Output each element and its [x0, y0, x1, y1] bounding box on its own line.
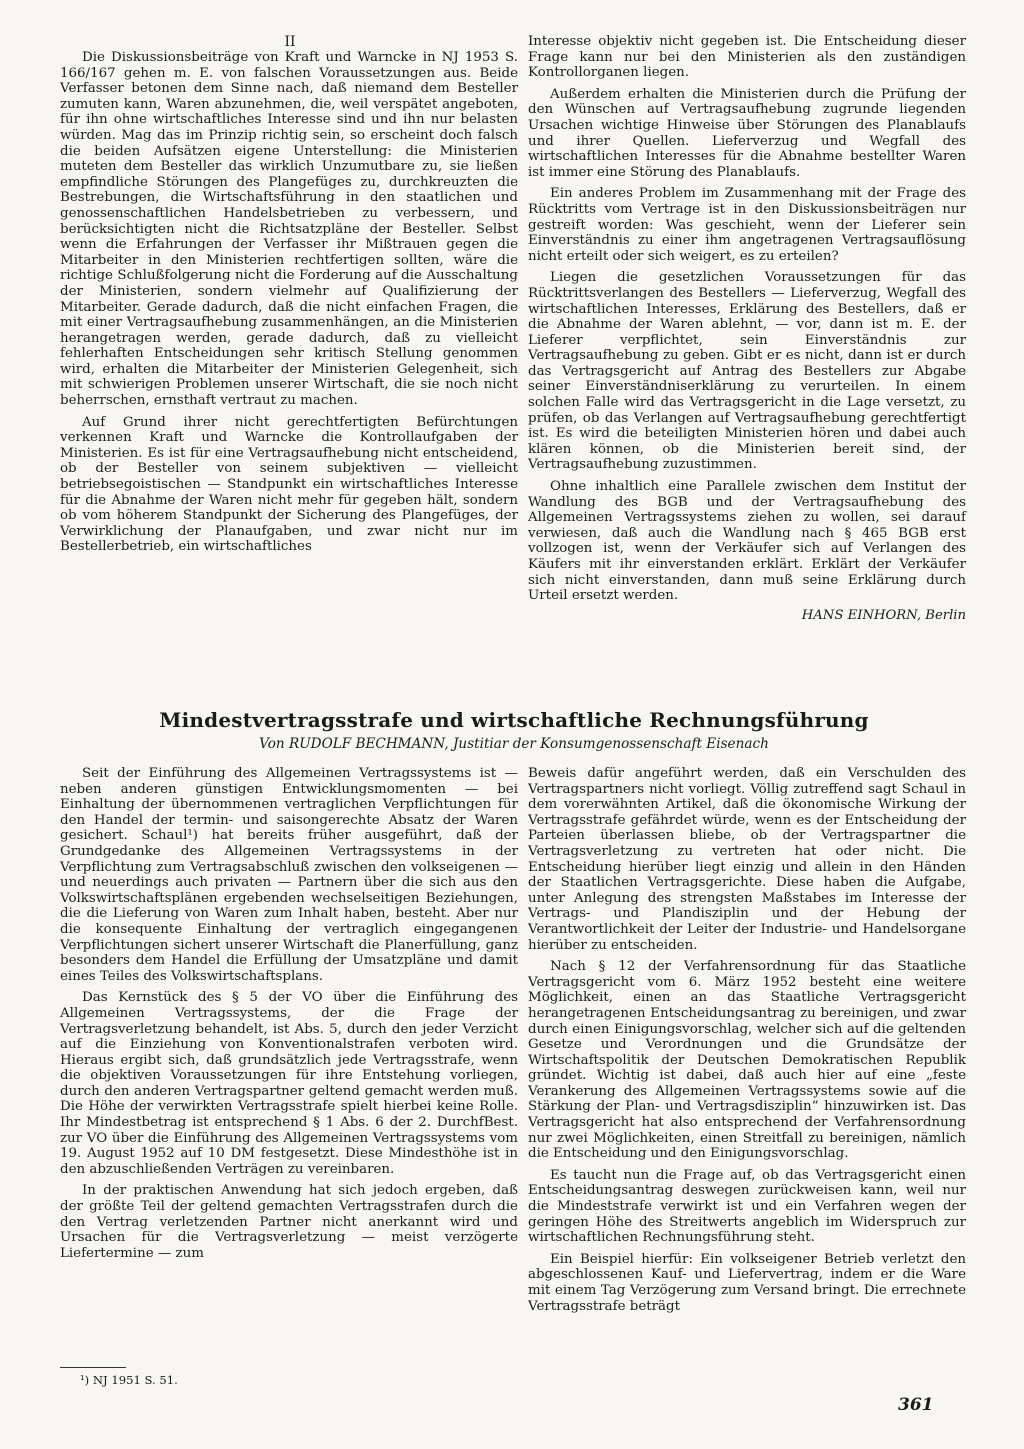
bottom-right-column	[528, 766, 966, 1314]
paragraph: Ein anderes Problem im Zusammenhang mit der Frage des Rücktritts vom Vertrage ist in den Diskussionsbeiträgen nur gestreift worden: Was geschieht, wenn der Lieferer sein Einverständnis zu einer ihm angetragenen Vertragsauflösung nicht erteilt oder sich weigert, es zu erteilen?	[528, 186, 966, 264]
top-right-column	[528, 34, 966, 623]
page-number: 361	[898, 1395, 934, 1415]
paragraph: Ohne inhaltlich eine Parallele zwischen dem Institut der Wandlung des BGB und der Vertragsaufhebung des Allgemeinen Vertragssystems ziehen zu wollen, sei darauf verwiesen, daß auch die Wandlung nach § 465 BGB erst vollzogen ist, wenn der Verkäufer sich auf Verlangen des Käufers mit ihr einverstanden erklärt. Erklärt der Verkäufer sich nicht einverstanden, dann muß seine Erklärung durch Urteil ersetzt werden.	[528, 479, 966, 604]
article-byline: Von RUDOLF BECHMANN, Justitiar der Konsumgenossenschaft Eisenach	[259, 736, 769, 752]
article-title: Mindestvertragsstrafe und wirtschaftliche Rechnungsführung	[159, 708, 869, 732]
paragraph: In der praktischen Anwendung hat sich jedoch ergeben, daß der größte Teil der geltend gemachten Vertragsstrafen durch die den Vertrag verletzenden Partner nicht anerkannt wird und Ursachen für die Vertragsverletzung — meist verzögerte Liefertermine — zum	[60, 1183, 518, 1261]
paragraph: Liegen die gesetzlichen Voraussetzungen für das Rücktrittsverlangen des Bestellers — Lieferverzug, Wegfall des wirtschaftlichen Interesses, Erklärung des Bestellers, daß er die Abnahme der Waren ablehnt, — vor, dann ist m. E. der Lieferer verpflichtet, sein Einverständnis zur Vertragsaufhebung zu geben. Gibt er es nicht, dann ist er durch das Vertragsgericht auf Antrag des Bestellers zur Abgabe seiner Einverständniserklärung zu verurteilen. In einem solchen Falle wird das Vertragsgericht in die Lage versetzt, zu prüfen, ob das Verlangen auf Vertragsaufhebung gerechtfertigt ist. Es wird die beteiligten Ministerien hören und dabei auch klären können, ob die Ministerien bereit sind, der Vertragsaufhebung zuzustimmen.	[528, 270, 966, 473]
paragraph: Das Kernstück des § 5 der VO über die Einführung des Allgemeinen Vertragssystems, der die Frage der Vertragsverletzung behandelt, ist Abs. 5, durch den jeder Verzicht auf die Einziehung von Konventionalstrafen verboten wird. Hieraus ergibt sich, daß grundsätzlich jede Vertragsstrafe, wenn die objektiven Voraussetzungen für ihre Entstehung vorliegen, durch den anderen Vertragspartner geltend gemacht werden muß. Die Höhe der verwirkten Vertragsstrafe spielt hierbei keine Rolle. Ihr Mindestbetrag ist entsprechend § 1 Abs. 6 der 2. DurchfBest. zur VO über die Einführung des Allgemeinen Vertragssystems vom 19. August 1952 auf 10 DM festgesetzt. Diese Mindesthöhe ist in den abzuschließenden Verträgen zu vereinbaren.	[60, 990, 518, 1177]
footnote-divider	[60, 1367, 126, 1368]
paragraph: Auf Grund ihrer nicht gerechtfertigten Befürchtungen verkennen Kraft und Warncke die Kontrollaufgaben der Ministerien. Es ist für eine Vertragsaufhebung nicht entscheidend, ob der Besteller von seinem subjektiven — vielleicht betriebsegoistischen — Standpunkt ein wirtschaftliches Interesse für die Abnahme der Waren nicht mehr für gegeben hält, sondern ob vom höherem Standpunkt der Sicherung des Plangefüges, der Verwirklichung der Planaufgaben, und zwar nicht nur im Bestellerbetrieb, ein wirtschaftliches	[60, 414, 518, 555]
paragraph: Die Diskussionsbeiträge von Kraft und Warncke in NJ 1953 S. 166/167 gehen m. E. von falschen Voraussetzungen aus. Beide Verfasser betonen dem Sinne nach, daß niemand dem Besteller zumuten kann, Waren abzunehmen, die, weil verspätet angeboten, für ihn ohne wirtschaftliches Interesse sind und ihn nur belasten würden. Mag das im Prinzip richtig sein, so erscheint doch falsch die beiden Aufsätzen eigene Unterstellung: die Ministerien muteten dem Besteller das wirklich Unzumutbare zu, sie ließen empfindliche Störungen des Plangefüges zu, durchkreuzten die Bestrebungen, die Wirtschaftsführung in den staatlichen und genossenschaftlichen Handelsbetrieben zu verbessern, und berücksichtigten nicht die Richtsatzpläne der Besteller. Selbst wenn die Erfahrungen der Verfasser ihr Mißtrauen gegen die Mitarbeiter in den Ministerien rechtfertigen sollten, wäre die richtige Schlußfolgerung nicht die Forderung auf die Ausschaltung der Ministerien, sondern vielmehr auf Qualifizierung der Mitarbeiter. Gerade dadurch, daß die nicht einfachen Fragen, die mit einer Vertragsaufhebung zusammenhängen, an die Ministerien herangetragen werden, gerade dadurch, daß zu vielleicht fehlerhaften Entscheidungen sehr kritisch Stellung genommen wird, erhalten die Mitarbeiter der Ministerien Gelegenheit, sich mit schwierigen Problemen unserer Wirtschaft, die sie noch nicht beherrschen, ernsthaft vertraut zu machen.	[60, 50, 518, 409]
paragraph: Interesse objektiv nicht gegeben ist. Die Entscheidung dieser Frage kann nur bei den Ministerien als den zuständigen Kontrollorganen liegen.	[528, 34, 966, 81]
paragraph: Nach § 12 der Verfahrensordnung für das Staatliche Vertragsgericht vom 6. März 1952 besteht eine weitere Möglichkeit, einen an das Staatliche Vertragsgericht herangetragenen Entscheidungsantrag zu bereinigen, und zwar durch einen Einigungsvorschlag, welcher sich auf die geltenden Gesetze und Verordnungen und die Grundsätze der Wirtschaftspolitik der Deutschen Demokratischen Republik gründet. Wichtig ist dabei, daß auch hier auf eine „feste Verankerung des Allgemeinen Vertragssystems sowie auf die Stärkung der Plan- und Vertragsdisziplin“ hinzuwirken ist. Das Vertragsgericht hat also entsprechend der Verfahrensordnung nur zwei Möglichkeiten, einen Streitfall zu bereinigen, nämlich die Entscheidung und den Einigungsvorschlag.	[528, 959, 966, 1162]
paragraph: Außerdem erhalten die Ministerien durch die Prüfung der den Wünschen auf Vertragsaufhebung zugrunde liegenden Ursachen wichtige Hinweise über Störungen des Planablaufs und ihrer Quellen. Lieferverzug und Wegfall des wirtschaftlichen Interesses für die Abnahme bestellter Waren ist immer eine Störung des Planablaufs.	[528, 86, 966, 180]
footnote: ¹) NJ 1951 S. 51.	[80, 1373, 178, 1387]
bottom-left-column	[60, 766, 518, 1261]
paragraph: Ein Beispiel hierfür: Ein volkseigener Betrieb verletzt den abgeschlossenen Kauf- und Liefervertrag, indem er die Ware mit einem Tag Verzögerung zum Versand bringt. Die errechnete Vertragsstrafe beträgt	[528, 1251, 966, 1314]
section-number: II	[284, 34, 296, 50]
top-left-column	[60, 50, 518, 555]
paragraph: Es taucht nun die Frage auf, ob das Vertragsgericht einen Entscheidungsantrag deswegen zurückweisen kann, weil nur die Mindeststrafe verwirkt ist und ein Verfahren wegen der geringen Höhe des Streitwerts angeblich im Widerspruch zur wirtschaftlichen Rechnungsführung steht.	[528, 1167, 966, 1246]
paragraph: Seit der Einführung des Allgemeinen Vertragssystems ist — neben anderen günstigen Entwicklungsmomenten — bei Einhaltung der übernommenen vertraglichen Verpflichtungen für den Handel der termin- und saisongerechte Absatz der Waren gesichert. Schaul¹) hat bereits früher ausgeführt, daß der Grundgedanke des Allgemeinen Vertragssystems in der Verpflichtung zum Vertragsabschluß zwischen den volkseigenen — und neuerdings auch privaten — Partnern über die sich aus den Volkswirtschaftsplänen ergebenden wechselseitigen Beziehungen, die die Lieferung von Waren zum Inhalt haben, besteht. Aber nur die konsequente Einhaltung der vertraglich eingegangenen Verpflichtungen sichert unserer Wirtschaft die Planerfüllung, ganz besonders dem Handel die Erfüllung der Umsatzpläne und damit eines Teiles des Volkswirtschaftsplans.	[60, 766, 518, 984]
author-signature: HANS EINHORN, Berlin	[801, 607, 966, 623]
paragraph: Beweis dafür angeführt werden, daß ein Verschulden des Vertragspartners nicht vorliegt. Völlig zutreffend sagt Schaul in dem vorerwähnten Artikel, daß die ökonomische Wirkung der Vertragsstrafe gefährdet würde, wenn es der Entscheidung der Parteien überlassen bliebe, ob der Vertragspartner die Vertragsverletzung zu vertreten hat oder nicht. Die Entscheidung hierüber liegt einzig und allein in den Händen der Staatlichen Vertragsgerichte. Diese haben die Aufgabe, unter Anlegung des strengsten Maßstabes im Interesse der Vertrags- und Plandisziplin und der Hebung der Verantwortlichkeit der Leiter der Industrie- und Handelsorgane hierüber zu entscheiden.	[528, 766, 966, 953]
